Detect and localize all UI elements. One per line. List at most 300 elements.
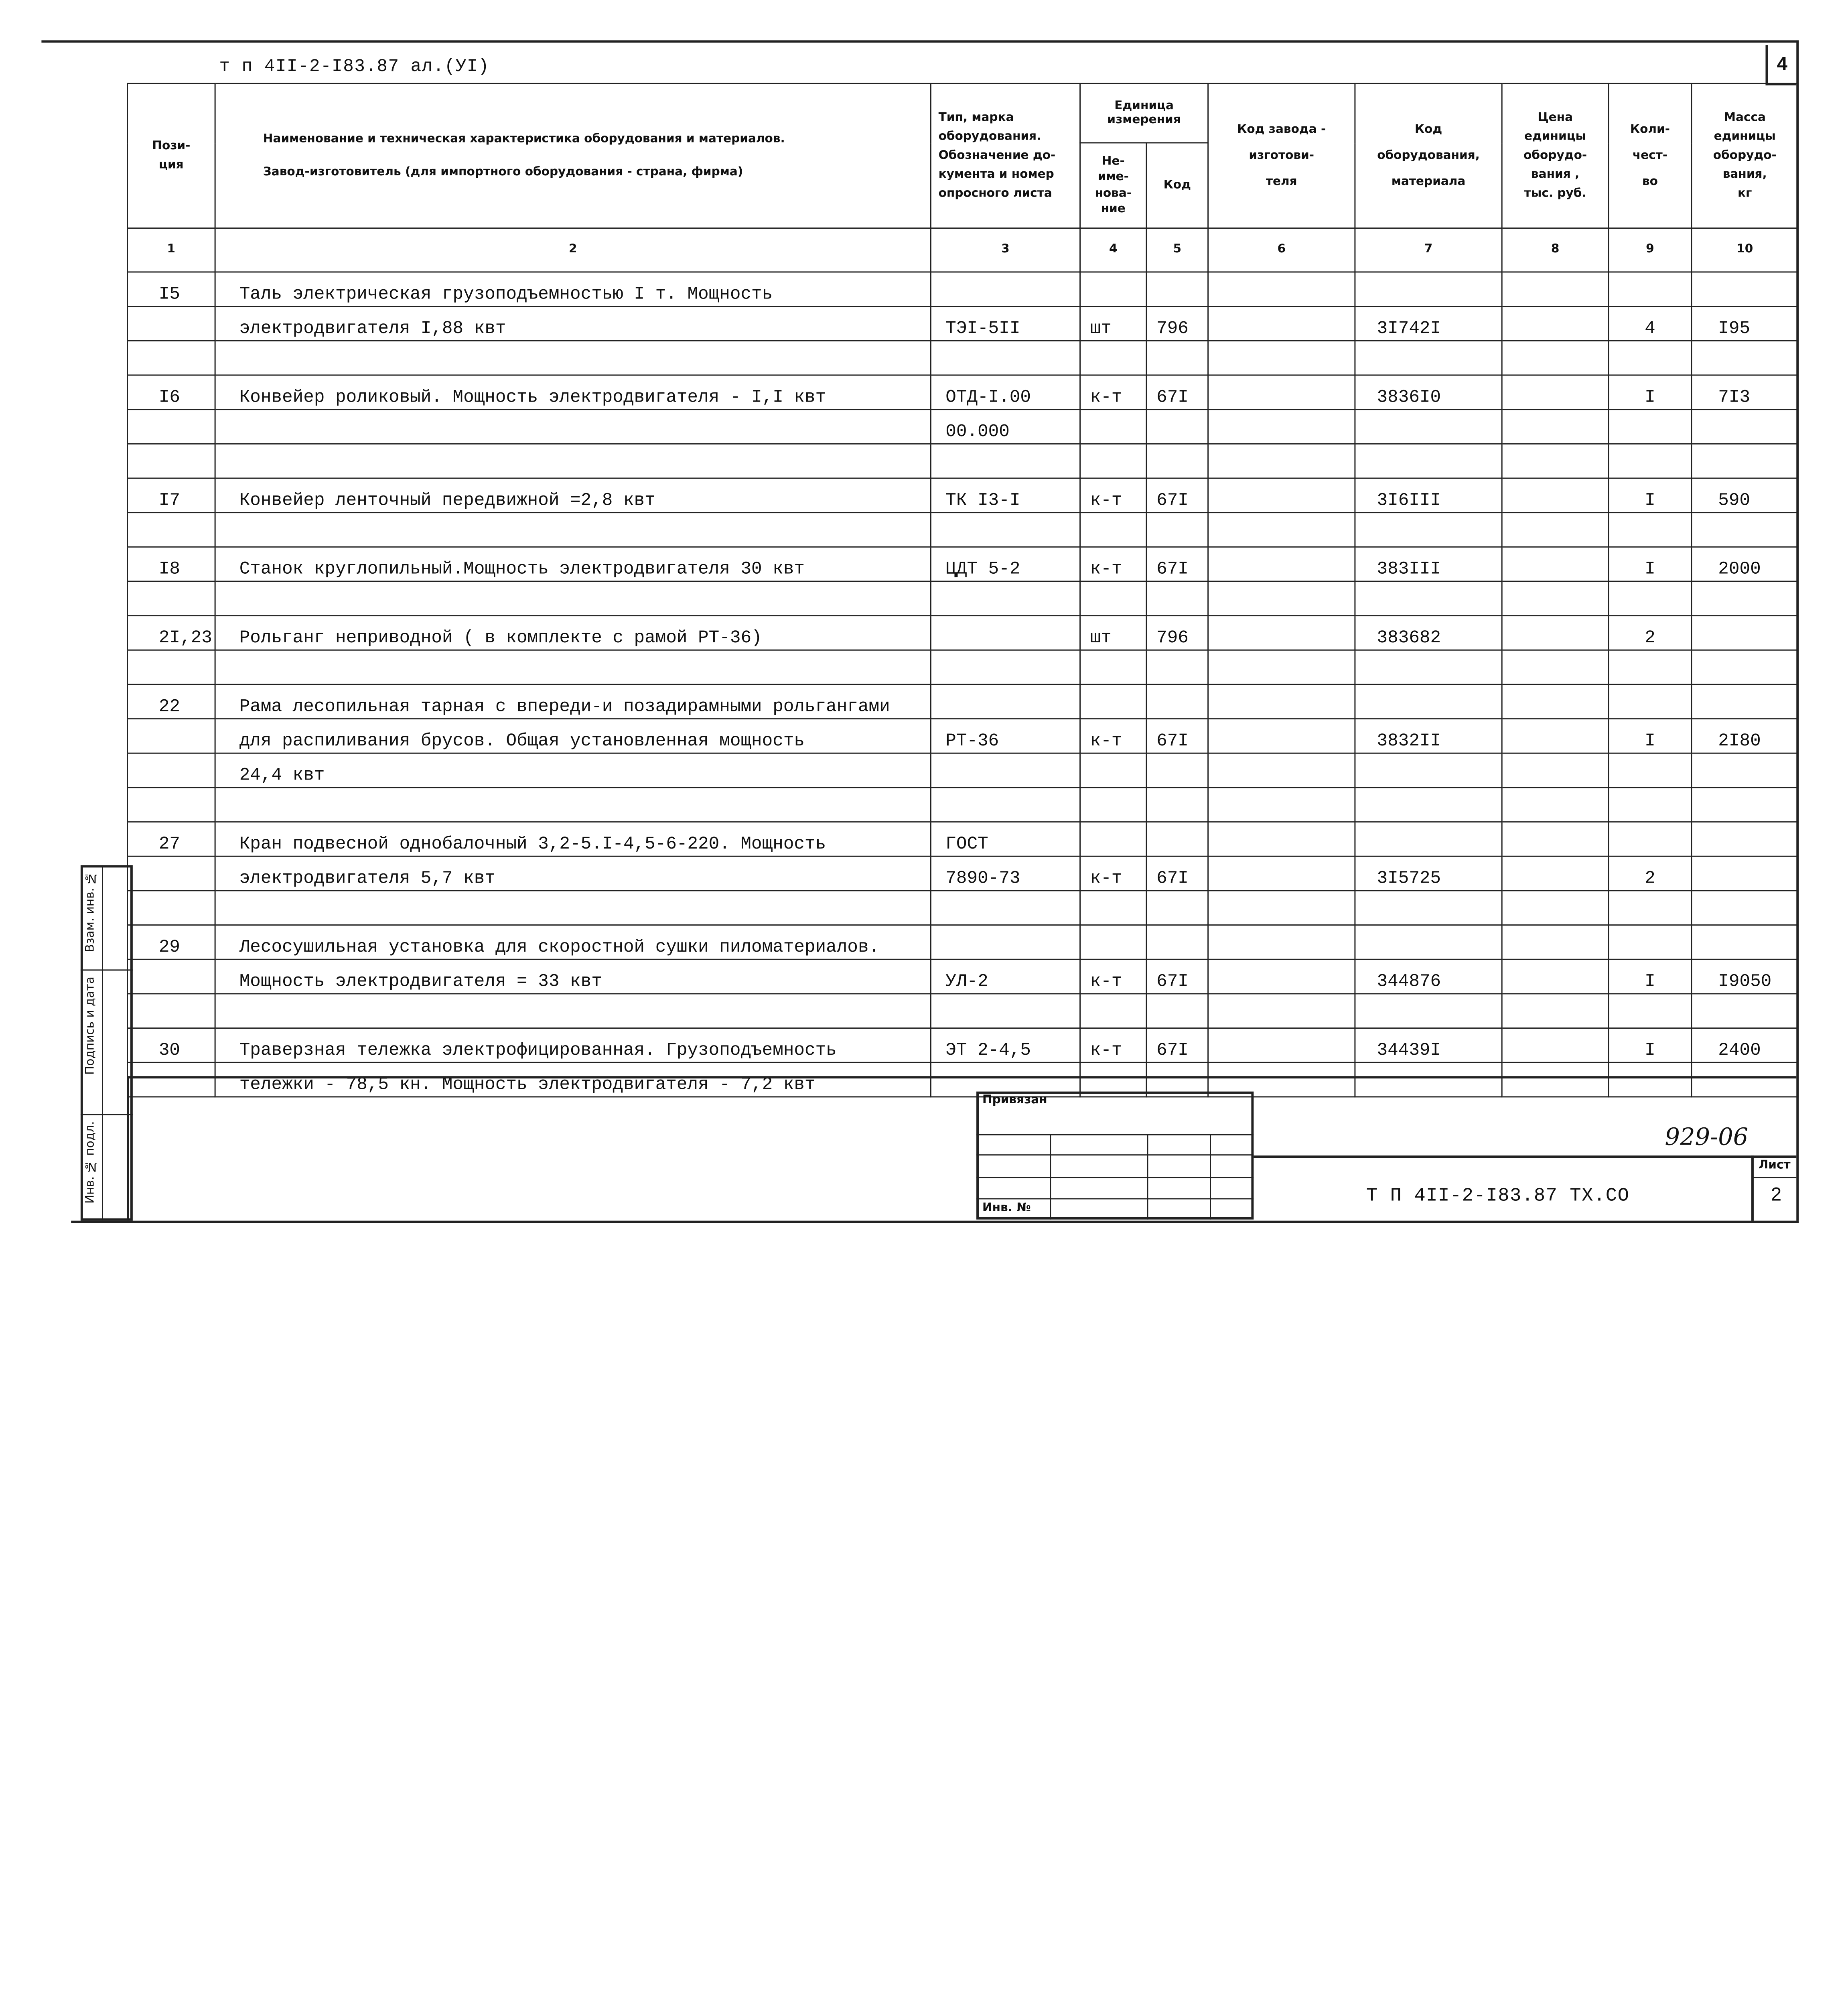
row-position bbox=[128, 994, 215, 1028]
title-block-line bbox=[1751, 1177, 1796, 1178]
row-factory-code bbox=[1208, 272, 1355, 307]
row-position bbox=[128, 341, 215, 375]
table-bottom-line bbox=[127, 1076, 1796, 1078]
row-equipment-code: 3I5725 bbox=[1355, 856, 1502, 891]
row-unit-code bbox=[1146, 650, 1208, 684]
row-mass bbox=[1692, 1062, 1798, 1097]
row-price bbox=[1502, 307, 1609, 341]
stamp-inv-label: Инв. № bbox=[982, 1202, 1031, 1215]
handwritten-doc-number: 929-06 bbox=[1665, 1122, 1749, 1151]
title-doc-code: Т П 4II-2-I83.87 ТХ.СО bbox=[1366, 1185, 1630, 1207]
row-unit-code bbox=[1146, 994, 1208, 1028]
row-price bbox=[1502, 959, 1609, 994]
row-price bbox=[1502, 616, 1609, 650]
row-name bbox=[215, 788, 931, 822]
row-factory-code bbox=[1208, 856, 1355, 891]
row-price bbox=[1502, 856, 1609, 891]
row-position: 2I,23 bbox=[128, 616, 215, 650]
stamp-grid-line bbox=[1050, 1134, 1051, 1220]
row-type bbox=[931, 891, 1080, 925]
row-quantity bbox=[1609, 444, 1692, 478]
row-equipment-code: 34439I bbox=[1355, 1028, 1502, 1063]
row-factory-code bbox=[1208, 959, 1355, 994]
row-price bbox=[1502, 719, 1609, 753]
row-type: ОТД-I.00 bbox=[931, 375, 1080, 410]
row-factory-code bbox=[1208, 719, 1355, 753]
row-price bbox=[1502, 547, 1609, 581]
row-equipment-code bbox=[1355, 444, 1502, 478]
header-quantity: Коли- чест- во bbox=[1609, 83, 1692, 228]
row-type bbox=[931, 925, 1080, 960]
row-factory-code bbox=[1208, 684, 1355, 719]
row-type: ЭТ 2-4,5 bbox=[931, 1028, 1080, 1063]
row-name: Конвейер роликовый. Мощность электродвигателя - I,I квт bbox=[215, 375, 931, 410]
row-equipment-code bbox=[1355, 581, 1502, 616]
row-price bbox=[1502, 650, 1609, 684]
header-equipment-code: Код оборудования, материала bbox=[1355, 83, 1502, 228]
row-type bbox=[931, 444, 1080, 478]
row-unit-code: 67I bbox=[1146, 547, 1208, 581]
row-unit-name bbox=[1080, 822, 1146, 857]
row-price bbox=[1502, 753, 1609, 788]
column-number: 7 bbox=[1355, 228, 1502, 272]
row-mass bbox=[1692, 753, 1798, 788]
row-name: электродвигателя 5,7 квт bbox=[215, 856, 931, 891]
stamp-grid-line bbox=[976, 1177, 1254, 1178]
row-position bbox=[128, 410, 215, 444]
row-type: 00.000 bbox=[931, 410, 1080, 444]
row-quantity: I bbox=[1609, 1028, 1692, 1063]
specification-rows bbox=[128, 272, 1798, 1097]
stamp-grid-line bbox=[976, 1154, 1254, 1155]
row-mass bbox=[1692, 410, 1798, 444]
row-type: ТЭI-5II bbox=[931, 307, 1080, 341]
row-position bbox=[128, 856, 215, 891]
row-unit-name: к-т bbox=[1080, 856, 1146, 891]
row-quantity: I bbox=[1609, 547, 1692, 581]
row-unit-name: к-т bbox=[1080, 1028, 1146, 1063]
row-unit-name bbox=[1080, 753, 1146, 788]
row-quantity: I bbox=[1609, 375, 1692, 410]
row-unit-code bbox=[1146, 822, 1208, 857]
row-factory-code bbox=[1208, 581, 1355, 616]
row-mass bbox=[1692, 616, 1798, 650]
frame-left-line bbox=[127, 1076, 129, 1220]
stamp-grid-line bbox=[976, 1134, 1254, 1135]
row-type: ГОСТ bbox=[931, 822, 1080, 857]
row-type bbox=[931, 788, 1080, 822]
row-quantity bbox=[1609, 650, 1692, 684]
frame-bottom-line bbox=[71, 1221, 1799, 1223]
row-unit-name bbox=[1080, 891, 1146, 925]
specification-table bbox=[127, 83, 1799, 1098]
title-block-line bbox=[1254, 1155, 1796, 1158]
row-factory-code bbox=[1208, 650, 1355, 684]
row-quantity bbox=[1609, 925, 1692, 960]
row-name bbox=[215, 650, 931, 684]
row-unit-name: к-т bbox=[1080, 478, 1146, 513]
row-mass bbox=[1692, 925, 1798, 960]
row-unit-name: шт bbox=[1080, 616, 1146, 650]
row-equipment-code bbox=[1355, 994, 1502, 1028]
header-position: Пози- ция bbox=[128, 83, 215, 228]
table-row bbox=[128, 891, 1798, 925]
row-equipment-code bbox=[1355, 341, 1502, 375]
row-equipment-code: 383III bbox=[1355, 547, 1502, 581]
row-type bbox=[931, 341, 1080, 375]
row-type bbox=[931, 753, 1080, 788]
table-row bbox=[128, 547, 1798, 581]
row-unit-name bbox=[1080, 272, 1146, 307]
row-mass bbox=[1692, 272, 1798, 307]
row-unit-name: к-т bbox=[1080, 719, 1146, 753]
row-position bbox=[128, 719, 215, 753]
column-number: 9 bbox=[1609, 228, 1692, 272]
column-number: 1 bbox=[128, 228, 215, 272]
row-factory-code bbox=[1208, 410, 1355, 444]
table-row bbox=[128, 925, 1798, 960]
row-mass: 2400 bbox=[1692, 1028, 1798, 1063]
row-name: тележки - 78,5 кн. Мощность электродвигателя - 7,2 квт bbox=[215, 1062, 931, 1097]
row-mass: 7I3 bbox=[1692, 375, 1798, 410]
row-type bbox=[931, 650, 1080, 684]
row-mass bbox=[1692, 994, 1798, 1028]
column-number: 4 bbox=[1080, 228, 1146, 272]
row-equipment-code bbox=[1355, 513, 1502, 547]
row-unit-code bbox=[1146, 684, 1208, 719]
row-equipment-code: 3832II bbox=[1355, 719, 1502, 753]
row-position bbox=[128, 307, 215, 341]
row-factory-code bbox=[1208, 547, 1355, 581]
table-row bbox=[128, 616, 1798, 650]
row-factory-code bbox=[1208, 444, 1355, 478]
row-equipment-code bbox=[1355, 1062, 1502, 1097]
row-factory-code bbox=[1208, 307, 1355, 341]
row-price bbox=[1502, 1062, 1609, 1097]
row-unit-code: 796 bbox=[1146, 307, 1208, 341]
row-unit-code: 796 bbox=[1146, 616, 1208, 650]
row-quantity bbox=[1609, 581, 1692, 616]
header-name bbox=[215, 83, 931, 228]
row-equipment-code bbox=[1355, 925, 1502, 960]
row-mass bbox=[1692, 444, 1798, 478]
row-position: 27 bbox=[128, 822, 215, 857]
table-row bbox=[128, 753, 1798, 788]
row-name: Рольганг неприводной ( в комплекте с рамой РТ-36) bbox=[215, 616, 931, 650]
row-position bbox=[128, 959, 215, 994]
row-quantity: I bbox=[1609, 959, 1692, 994]
row-equipment-code: 383682 bbox=[1355, 616, 1502, 650]
header-mass: Масса единицы оборудо- вания, кг bbox=[1692, 83, 1798, 228]
row-name: электродвигателя I,88 квт bbox=[215, 307, 931, 341]
table-row bbox=[128, 856, 1798, 891]
row-quantity bbox=[1609, 891, 1692, 925]
table-row bbox=[128, 444, 1798, 478]
side-stamp-replace-inv: Взам. инв. № bbox=[84, 871, 97, 952]
row-mass: I9050 bbox=[1692, 959, 1798, 994]
column-number: 3 bbox=[931, 228, 1080, 272]
row-factory-code bbox=[1208, 1028, 1355, 1063]
row-unit-name: шт bbox=[1080, 307, 1146, 341]
row-unit-name bbox=[1080, 444, 1146, 478]
row-mass: 2I80 bbox=[1692, 719, 1798, 753]
table-row bbox=[128, 1062, 1798, 1097]
header-name-line2: Завод-изготовитель (для импортного оборудования - страна, фирма) bbox=[263, 165, 743, 179]
row-name: Станок круглопильный.Мощность электродвигателя 30 квт bbox=[215, 547, 931, 581]
row-factory-code bbox=[1208, 788, 1355, 822]
table-row bbox=[128, 307, 1798, 341]
bound-label: Привязан bbox=[982, 1094, 1047, 1107]
row-quantity bbox=[1609, 272, 1692, 307]
row-unit-code: 67I bbox=[1146, 478, 1208, 513]
row-name bbox=[215, 891, 931, 925]
row-factory-code bbox=[1208, 375, 1355, 410]
column-number: 2 bbox=[215, 228, 931, 272]
row-mass bbox=[1692, 891, 1798, 925]
row-mass bbox=[1692, 684, 1798, 719]
row-equipment-code: 3I742I bbox=[1355, 307, 1502, 341]
table-row bbox=[128, 581, 1798, 616]
row-mass bbox=[1692, 788, 1798, 822]
row-position: 30 bbox=[128, 1028, 215, 1063]
stamp-grid-line bbox=[1210, 1134, 1211, 1220]
row-price bbox=[1502, 272, 1609, 307]
row-name bbox=[215, 444, 931, 478]
row-factory-code bbox=[1208, 891, 1355, 925]
row-name bbox=[215, 994, 931, 1028]
row-price bbox=[1502, 788, 1609, 822]
row-name: Лесосушильная установка для скоростной сушки пиломатериалов. bbox=[215, 925, 931, 960]
row-quantity bbox=[1609, 994, 1692, 1028]
row-unit-code bbox=[1146, 788, 1208, 822]
row-position: 22 bbox=[128, 684, 215, 719]
row-unit-code: 67I bbox=[1146, 959, 1208, 994]
table-row bbox=[128, 272, 1798, 307]
row-quantity bbox=[1609, 753, 1692, 788]
row-equipment-code bbox=[1355, 650, 1502, 684]
row-price bbox=[1502, 925, 1609, 960]
row-unit-code bbox=[1146, 753, 1208, 788]
row-type bbox=[931, 994, 1080, 1028]
column-number: 6 bbox=[1208, 228, 1355, 272]
row-position: 29 bbox=[128, 925, 215, 960]
side-stamp-divider bbox=[81, 1114, 133, 1115]
row-position bbox=[128, 444, 215, 478]
row-unit-code bbox=[1146, 891, 1208, 925]
row-factory-code bbox=[1208, 341, 1355, 375]
row-position bbox=[128, 650, 215, 684]
row-type: ТК I3-I bbox=[931, 478, 1080, 513]
row-name: Траверзная тележка электрофицированная. Грузоподъемность bbox=[215, 1028, 931, 1063]
title-block-line bbox=[1751, 1155, 1754, 1220]
row-quantity: I bbox=[1609, 478, 1692, 513]
row-quantity bbox=[1609, 1062, 1692, 1097]
row-equipment-code bbox=[1355, 891, 1502, 925]
frame-top-line bbox=[41, 40, 1799, 43]
row-quantity bbox=[1609, 822, 1692, 857]
row-equipment-code: 344876 bbox=[1355, 959, 1502, 994]
row-unit-code: 67I bbox=[1146, 375, 1208, 410]
row-position bbox=[128, 1062, 215, 1097]
row-type: 7890-73 bbox=[931, 856, 1080, 891]
row-quantity bbox=[1609, 341, 1692, 375]
row-position: I5 bbox=[128, 272, 215, 307]
document-code-header: т п 4II-2-I83.87 ал.(УI) bbox=[219, 57, 490, 77]
table-row bbox=[128, 788, 1798, 822]
row-mass: 2000 bbox=[1692, 547, 1798, 581]
row-name: Кран подвесной однобалочный 3,2-5.I-4,5-6-220. Мощность bbox=[215, 822, 931, 857]
side-stamp-signature-date: Подпись и дата bbox=[84, 977, 97, 1075]
row-equipment-code bbox=[1355, 753, 1502, 788]
row-position bbox=[128, 891, 215, 925]
row-mass bbox=[1692, 341, 1798, 375]
row-type bbox=[931, 684, 1080, 719]
row-price bbox=[1502, 513, 1609, 547]
row-unit-name: к-т bbox=[1080, 547, 1146, 581]
row-unit-name bbox=[1080, 581, 1146, 616]
header-unit-name: Не- име- нова- ние bbox=[1080, 143, 1146, 228]
row-mass bbox=[1692, 822, 1798, 857]
stamp-grid-line bbox=[1147, 1134, 1148, 1220]
stamp-grid-line bbox=[976, 1198, 1254, 1199]
header-name-line1: Наименование и техническая характеристика оборудования и материалов. bbox=[263, 132, 785, 145]
row-factory-code bbox=[1208, 925, 1355, 960]
row-unit-code: 67I bbox=[1146, 856, 1208, 891]
row-quantity bbox=[1609, 684, 1692, 719]
sheet-label: Лист bbox=[1758, 1159, 1791, 1172]
row-name bbox=[215, 513, 931, 547]
row-name bbox=[215, 410, 931, 444]
row-unit-code bbox=[1146, 341, 1208, 375]
row-price bbox=[1502, 822, 1609, 857]
row-name: для распиливания брусов. Общая установленная мощность bbox=[215, 719, 931, 753]
row-equipment-code: 3I6III bbox=[1355, 478, 1502, 513]
row-position: I8 bbox=[128, 547, 215, 581]
row-unit-name bbox=[1080, 684, 1146, 719]
row-quantity: 2 bbox=[1609, 616, 1692, 650]
row-unit-name bbox=[1080, 994, 1146, 1028]
row-quantity bbox=[1609, 513, 1692, 547]
table-row bbox=[128, 410, 1798, 444]
row-name: Таль электрическая грузоподъемностью I т. Мощность bbox=[215, 272, 931, 307]
row-type bbox=[931, 272, 1080, 307]
row-price bbox=[1502, 684, 1609, 719]
row-mass bbox=[1692, 856, 1798, 891]
row-unit-name bbox=[1080, 925, 1146, 960]
table-row bbox=[128, 959, 1798, 994]
row-name: Рама лесопильная тарная с впереди-и позадирамными рольгангами bbox=[215, 684, 931, 719]
row-quantity: 4 bbox=[1609, 307, 1692, 341]
row-position bbox=[128, 581, 215, 616]
row-name: Конвейер ленточный передвижной =2,8 квт bbox=[215, 478, 931, 513]
table-row bbox=[128, 341, 1798, 375]
row-quantity: I bbox=[1609, 719, 1692, 753]
row-unit-name bbox=[1080, 788, 1146, 822]
table-row bbox=[128, 994, 1798, 1028]
row-quantity bbox=[1609, 410, 1692, 444]
row-factory-code bbox=[1208, 616, 1355, 650]
row-unit-name bbox=[1080, 650, 1146, 684]
row-mass bbox=[1692, 513, 1798, 547]
header-unit-group: Единица измерения bbox=[1080, 83, 1208, 143]
row-type bbox=[931, 581, 1080, 616]
row-price bbox=[1502, 444, 1609, 478]
row-factory-code bbox=[1208, 994, 1355, 1028]
row-quantity: 2 bbox=[1609, 856, 1692, 891]
row-name: Мощность электродвигателя = 33 квт bbox=[215, 959, 931, 994]
row-unit-name bbox=[1080, 341, 1146, 375]
row-price bbox=[1502, 994, 1609, 1028]
row-equipment-code: 3836I0 bbox=[1355, 375, 1502, 410]
row-mass bbox=[1692, 650, 1798, 684]
row-unit-code bbox=[1146, 581, 1208, 616]
row-unit-code bbox=[1146, 513, 1208, 547]
table-row bbox=[128, 719, 1798, 753]
row-mass bbox=[1692, 581, 1798, 616]
row-equipment-code bbox=[1355, 822, 1502, 857]
row-mass: I95 bbox=[1692, 307, 1798, 341]
sheet-value: 2 bbox=[1771, 1185, 1782, 1206]
row-name bbox=[215, 581, 931, 616]
row-price bbox=[1502, 478, 1609, 513]
column-number: 5 bbox=[1146, 228, 1208, 272]
header-unit-code: Код bbox=[1146, 143, 1208, 228]
row-price bbox=[1502, 341, 1609, 375]
row-unit-name bbox=[1080, 513, 1146, 547]
table-row bbox=[128, 478, 1798, 513]
row-price bbox=[1502, 891, 1609, 925]
row-type bbox=[931, 616, 1080, 650]
row-quantity bbox=[1609, 788, 1692, 822]
row-price bbox=[1502, 375, 1609, 410]
row-unit-name: к-т bbox=[1080, 375, 1146, 410]
row-type: УЛ-2 bbox=[931, 959, 1080, 994]
side-stamp-divider bbox=[81, 969, 133, 971]
row-equipment-code bbox=[1355, 788, 1502, 822]
column-number: 8 bbox=[1502, 228, 1609, 272]
row-name: 24,4 квт bbox=[215, 753, 931, 788]
table-row bbox=[128, 375, 1798, 410]
row-price bbox=[1502, 581, 1609, 616]
row-factory-code bbox=[1208, 478, 1355, 513]
row-position: I7 bbox=[128, 478, 215, 513]
row-unit-code bbox=[1146, 444, 1208, 478]
table-row bbox=[128, 513, 1798, 547]
side-stamp-divider bbox=[102, 865, 103, 1220]
row-type: ЦДТ 5-2 bbox=[931, 547, 1080, 581]
row-factory-code bbox=[1208, 513, 1355, 547]
header-type: Тип, марка оборудования. Обозначение до- кумента и номер опросного листа bbox=[931, 83, 1080, 228]
header-price: Цена единицы оборудо- вания , тыс. руб. bbox=[1502, 83, 1609, 228]
row-position bbox=[128, 753, 215, 788]
row-unit-name bbox=[1080, 410, 1146, 444]
row-position bbox=[128, 788, 215, 822]
row-name bbox=[215, 341, 931, 375]
table-row bbox=[128, 684, 1798, 719]
row-equipment-code bbox=[1355, 272, 1502, 307]
row-type bbox=[931, 513, 1080, 547]
header-factory-code: Код завода - изготови- теля bbox=[1208, 83, 1355, 228]
row-unit-code bbox=[1146, 272, 1208, 307]
row-unit-code bbox=[1146, 925, 1208, 960]
row-position: I6 bbox=[128, 375, 215, 410]
row-position bbox=[128, 513, 215, 547]
row-equipment-code bbox=[1355, 410, 1502, 444]
row-factory-code bbox=[1208, 822, 1355, 857]
row-factory-code bbox=[1208, 753, 1355, 788]
row-unit-code: 67I bbox=[1146, 719, 1208, 753]
row-price bbox=[1502, 1028, 1609, 1063]
